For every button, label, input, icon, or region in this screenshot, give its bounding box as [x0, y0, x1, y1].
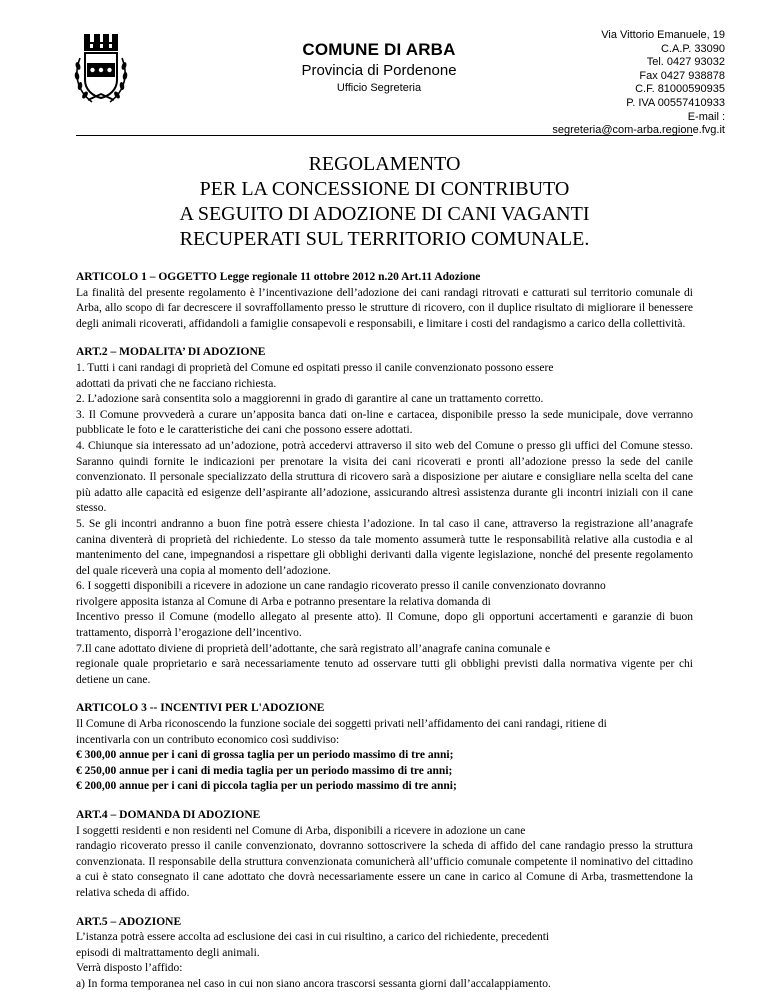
paragraph: I soggetti residenti e non residenti nel Comune di Arba, disponibili a ricevere in adozione un cane: [76, 824, 526, 837]
paragraph: Incentivo presso il Comune (modello allegato al presente atto). Il Comune, dopo gli opportuni accertamenti e garanzie di buon trattamento, disporrà l’erogazione dell’incentivo.: [76, 611, 693, 640]
paragraph: 2. L’adozione sarà consentita solo a maggiorenni in grado di garantire al cane un trattamento corretto.: [76, 393, 544, 406]
contact-line: Tel. 0427 93032: [646, 56, 725, 69]
paragraph: La finalità del presente regolamento è l’incentivazione dell’adozione dei cani randagi ritrovati e catturati sul territorio comunale di Arba, allo scopo di far decrescere il sovraffollamento presso le strutture di ricovero, con il duplice risultato di migliorare il benessere degli animali ricoverati, affidandoli a famiglie consapevoli e responsabili, e limitare i costi del randagismo a carico della collettività.: [76, 286, 693, 330]
contact-line: C.A.P. 33090: [660, 42, 725, 55]
article-section: [76, 915, 693, 993]
paragraph: Verrà disposto l’affido:: [76, 962, 183, 975]
paragraph: adottati da privati che ne facciano richiesta.: [76, 377, 277, 390]
contact-line: P. IVA 00557410933: [626, 96, 725, 109]
document-body: [76, 270, 693, 993]
paragraph: L’istanza potrà essere accolta ad esclusione dei casi in cui risultino, a carico del richiedente, precedenti: [76, 931, 550, 944]
title-line: REGOLAMENTO: [308, 153, 461, 175]
article-heading: ART.4 – DOMANDA DI ADOZIONE: [76, 809, 261, 821]
paragraph: 1. Tutti i cani randagi di proprietà del Comune ed ospitati presso il canile convenzionato possono essere: [76, 361, 554, 374]
incentive-amount: € 200,00 annue per i cani di piccola taglia per un periodo massimo di tre anni;: [76, 780, 457, 793]
contact-block: [465, 29, 725, 138]
article-section: [76, 270, 693, 332]
paragraph: incentivarla con un contributo economico così suddiviso:: [76, 733, 340, 746]
contact-line: Fax 0427 938878: [639, 69, 725, 82]
article-section: [76, 345, 693, 688]
contact-line: C.F. 81000590935: [635, 83, 725, 96]
article-heading: ART.2 – MODALITA’ DI ADOZIONE: [76, 346, 266, 359]
document-title: [76, 152, 693, 252]
paragraph: regionale quale proprietario e sarà necessariamente tenuto ad osservare tutti gli obblighi previsti dalla normativa vigente per chi detiene un cane.: [76, 658, 693, 686]
title-line: PER LA CONCESSIONE DI CONTRIBUTO: [199, 178, 570, 200]
office-name: Ufficio Segreteria: [336, 82, 422, 94]
paragraph: rivolgere apposita istanza al Comune di Arba e potranno presentare la relativa domanda di: [76, 595, 491, 608]
municipality-name: COMUNE DI ARBA: [302, 40, 456, 59]
article-heading: ARTICOLO 3 -- INCENTIVI PER L'ADOZIONE: [76, 702, 325, 715]
email-address: segreteria@com-arba.regione.fvg.it: [552, 124, 725, 137]
article-section: [76, 701, 693, 795]
paragraph: episodi di maltrattamento degli animali.: [76, 946, 260, 959]
contact-line: E-mail :: [687, 110, 725, 123]
article-section: [76, 808, 693, 902]
paragraph: randagio ricoverato presso il canile convenzionato, dovranno sottoscrivere la scheda di affido del cane randagio presso la struttura convenzionata. Il responsabile della struttura convenzionata comunicherà all’ufficio comunale competente il nominativo del cittadino a cui è stato consegnato il cane adottato che dovrà necessariamente essere un cane in carico al Comune di Arba, trasmettendone la relativa scheda di affido.: [76, 840, 693, 899]
incentive-amount: € 300,00 annue per i cani di grossa taglia per un periodo massimo di tre anni;: [76, 749, 454, 762]
article-heading: ART.5 – ADOZIONE: [76, 915, 182, 928]
paragraph: 4. Chiunque sia interessato ad un’adozione, potrà accedervi attraverso il sito web del Comune o presso gli uffici del Comune stesso. Saranno quindi fornite le indicazioni per prenotare la visita dei cani ricoverati e pronti all’adozione presso la sede del canile convenzionato. Il personale specializzato della struttura di ricovero sarà a disposizione per aiutare e consigliare nella scelta del cane più adatto alle capacità ed esigenze dell’aspirante all’adozione, assicurando altresì assistenza durante gli incontri iniziali con il cane stesso.: [76, 439, 693, 515]
paragraph: Il Comune di Arba riconoscendo la funzione sociale dei soggetti privati nell’affidamento dei cani randagi, ritiene di: [76, 718, 607, 731]
paragraph: 7.Il cane adottato diviene di proprietà dell’adottante, che sarà registrato all’anagrafe canina comunale e: [76, 642, 551, 655]
province-name: Provincia di Pordenone: [301, 62, 457, 79]
article-heading: ARTICOLO 1 – OGGETTO Legge regionale 11 ottobre 2012 n.20 Art.11 Adozione: [76, 271, 481, 283]
incentive-amount: € 250,00 annue per i cani di media taglia per un periodo massimo di tre anni;: [76, 764, 453, 777]
paragraph: a) In forma temporanea nel caso in cui non siano ancora trascorsi sessanta giorni dall’accalappiamento.: [76, 977, 551, 990]
contact-line: Via Vittorio Emanuele, 19: [601, 29, 725, 41]
coat-of-arms-icon: [72, 28, 130, 108]
paragraph: 5. Se gli incontri andranno a buon fine potrà essere chiesta l’adozione. In tal caso il cane, attraverso la registrazione all’anagrafe canina diventerà di proprietà del richiedente. Lo stesso da tale momento assumerà tutte le responsabilità relative alla custodia e al mantenimento del cane, impegnandosi a rispettare gli obblighi derivanti dalla vigente legislazione, nonché del presente regolamento del quale riceverà una copia al momento dell’adozione.: [76, 517, 693, 577]
title-line: A SEGUITO DI ADOZIONE DI CANI VAGANTI: [179, 203, 590, 225]
title-line: RECUPERATI SUL TERRITORIO COMUNALE.: [179, 228, 590, 250]
paragraph: 6. I soggetti disponibili a ricevere in adozione un cane randagio ricoverato presso il canile convenzionato dovranno: [76, 580, 606, 593]
paragraph: 3. Il Comune provvederà a curare un’apposita banca dati on-line e cartacea, disponibile presso la sede municipale, dove verranno pubblicate le foto e le caratteristiche dei cani che possono essere adottati.: [76, 408, 693, 437]
header-divider: [76, 135, 693, 136]
